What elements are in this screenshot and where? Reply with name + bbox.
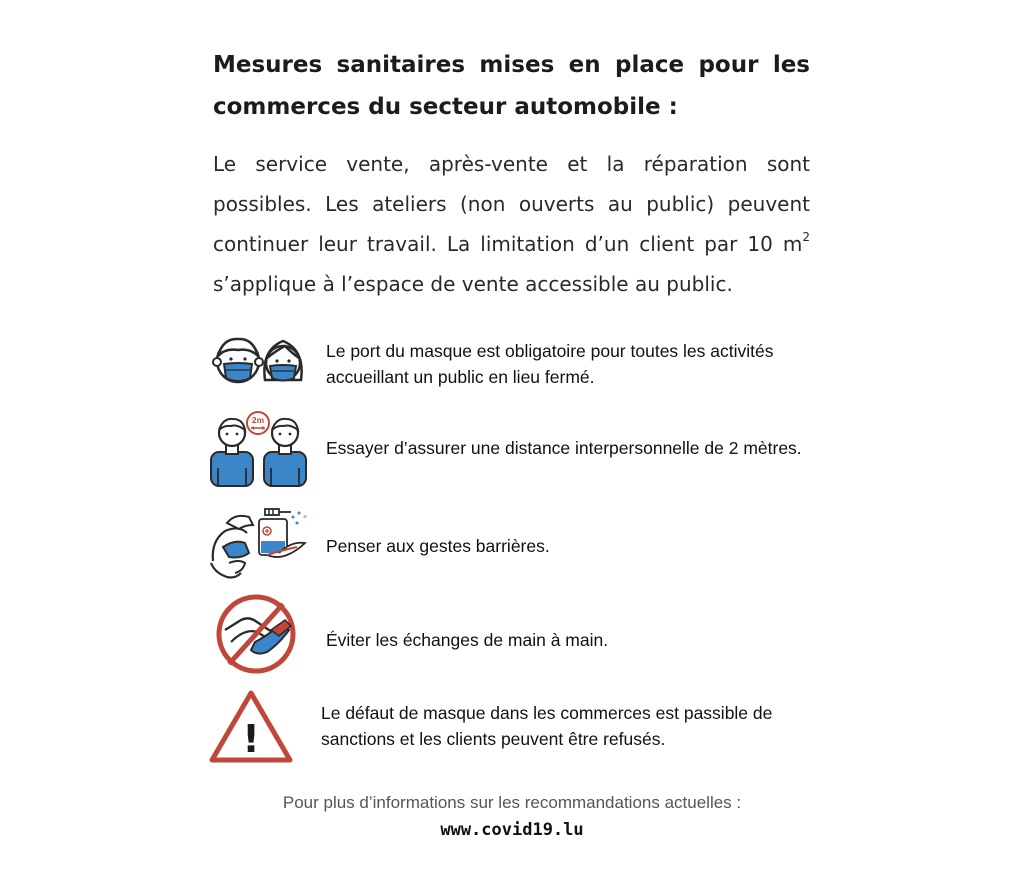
item-text: Éviter les échanges de main à main. xyxy=(326,630,609,650)
list-item xyxy=(205,503,845,603)
no-handshake-icon xyxy=(205,590,315,680)
item-text: Penser aux gestes barrières. xyxy=(326,536,550,556)
footer-text: Pour plus d’informations sur les recommandations actuelles : xyxy=(282,793,742,812)
svg-text:×: × xyxy=(303,514,308,521)
list-item xyxy=(205,590,845,690)
exclamation-mark: ! xyxy=(242,717,260,761)
warning-icon xyxy=(205,686,315,776)
intro-superscript: 2 xyxy=(802,230,810,245)
list-item xyxy=(205,686,845,786)
intro-text-end: s’applique à l’espace de vente accessible au public. xyxy=(213,272,733,296)
item-text: Essayer d’assurer une distance interpersonnelle de 2 mètres. xyxy=(326,438,802,458)
footer-link[interactable]: www.covid19.lu xyxy=(440,820,584,840)
item-text: Le défaut de masque dans les commerces est passible de sanctions et les clients peuvent être refusés. xyxy=(321,703,773,749)
intro-paragraph xyxy=(213,144,810,304)
face-mask-icon xyxy=(205,328,315,418)
hygiene-gestures-icon xyxy=(205,503,315,593)
social-distance-icon xyxy=(205,410,315,500)
document-title: Mesures sanitaires mises en place pour les commerces du secteur automobile : xyxy=(213,52,810,120)
item-text: Le port du masque est obligatoire pour toutes les activités accueillant un public en lieu fermé. xyxy=(326,341,774,387)
intro-text: Le service vente, après-vente et la réparation sont possibles. Les ateliers (non ouverts au public) peuvent continuer leur travail. La limitation d’un client par 10 m xyxy=(213,152,810,256)
distance-label: 2m xyxy=(251,415,265,425)
list-item xyxy=(205,410,845,510)
